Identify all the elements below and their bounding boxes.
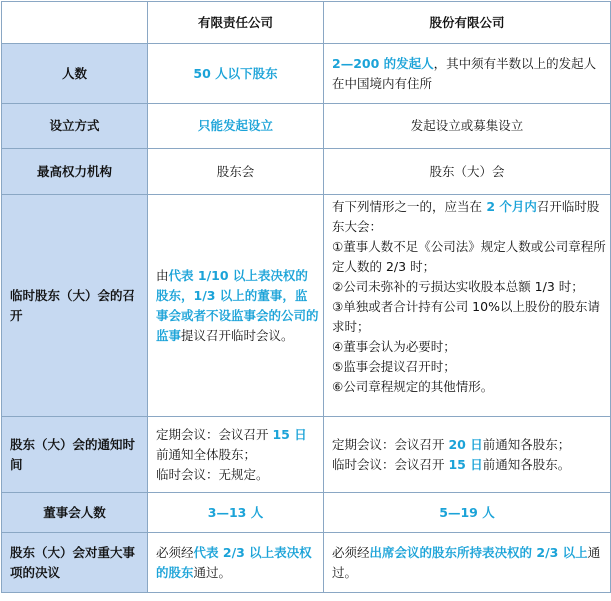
jsc-directors (324, 493, 611, 533)
jsc-interim-intro-b: 召开临时股东大会： (332, 199, 600, 234)
llc-notice-text-a: 定期会议：会议召开 (156, 426, 273, 442)
jsc-major-highlight: 出席会议的股东所持表决权的 2/3 以上 (369, 544, 588, 560)
jsc-notice-text-d: 前通知各股东。 (482, 456, 571, 472)
jsc-authority: 股东（大）会 (324, 149, 611, 195)
jsc-persons-highlight: 2—200 的发起人 (332, 55, 434, 71)
llc-notice-text-c: 临时会议：无规定。 (156, 466, 269, 482)
row-persons (2, 44, 611, 104)
jsc-persons (324, 44, 611, 104)
jsc-interim-item: ①董事人数不足《公司法》规定人数或公司章程所定人数的 2/3 时； (332, 239, 606, 274)
label-notice: 股东（大）会的通知时间 (2, 417, 148, 493)
jsc-interim (324, 195, 611, 417)
llc-notice-highlight: 15 日 (272, 426, 307, 442)
header-row (2, 2, 611, 44)
row-directors (2, 493, 611, 533)
llc-notice (148, 417, 324, 493)
llc-interim-highlight: 代表 1/10 以上表决权的股东，1/3 以上的董事，监事会或者不设监事会的公司的监事 (156, 267, 319, 343)
llc-authority: 股东会 (148, 149, 324, 195)
jsc-interim-intro (332, 197, 606, 237)
jsc-directors-value: 5—19 人 (439, 504, 495, 520)
row-major (2, 533, 611, 593)
jsc-interim-item: ②公司未弥补的亏损达实收股本总额 1/3 时； (332, 279, 584, 294)
comparison-table (1, 1, 611, 593)
jsc-persons-text: ，其中须有半数以上的发起人在中国境内有住所 (332, 55, 597, 91)
llc-persons-value: 50 人以下股东 (193, 65, 278, 81)
llc-persons (148, 44, 324, 104)
llc-directors (148, 493, 324, 533)
jsc-notice-highlight-2: 15 日 (448, 456, 483, 472)
label-interim: 临时股东（大）会的召开 (2, 195, 148, 417)
jsc-interim-item: ④董事会认为必要时； (332, 339, 456, 354)
jsc-interim-item: ⑥公司章程规定的其他情形。 (332, 379, 494, 394)
label-major: 股东（大）会对重大事项的决议 (2, 533, 148, 593)
jsc-notice-highlight-1: 20 日 (448, 436, 483, 452)
row-method (2, 104, 611, 149)
jsc-notice-text-b: 前通知各股东； (482, 436, 571, 452)
jsc-notice-text-c: 临时会议：会议召开 (332, 456, 449, 472)
header-empty-cell (2, 2, 148, 44)
label-authority: 最高权力机构 (2, 149, 148, 195)
jsc-notice (324, 417, 611, 493)
llc-method-value: 只能发起设立 (197, 118, 273, 133)
llc-major-text-a: 必须经 (156, 544, 194, 560)
llc-major-highlight: 代表 2/3 以上表决权的股东 (156, 544, 312, 580)
header-llc: 有限责任公司 (148, 2, 324, 44)
jsc-interim-item: ⑤监事会提议召开时； (332, 359, 456, 374)
llc-interim-text-b: 提议召开临时会议。 (181, 327, 294, 343)
row-interim (2, 195, 611, 417)
label-directors: 董事会人数 (2, 493, 148, 533)
jsc-major-text-a: 必须经 (332, 544, 370, 560)
jsc-major-text-b: 通过。 (332, 544, 601, 580)
llc-interim-text-a: 由 (156, 267, 169, 283)
llc-major-text-b: 通过。 (193, 564, 232, 580)
llc-interim (148, 195, 324, 417)
llc-directors-value: 3—13 人 (207, 504, 264, 520)
jsc-major (324, 533, 611, 593)
row-authority (2, 149, 611, 195)
label-persons: 人数 (2, 44, 148, 104)
jsc-interim-intro-highlight: 2 个月内 (482, 199, 537, 214)
header-jsc: 股份有限公司 (324, 2, 611, 44)
jsc-interim-intro-a: 有下列情形之一的，应当在 (332, 199, 483, 214)
llc-notice-text-b: 前通知全体股东； (156, 446, 257, 462)
llc-method (148, 104, 324, 149)
jsc-notice-text-a: 定期会议：会议召开 (332, 436, 449, 452)
jsc-interim-item: ③单独或者合计持有公司 10%以上股份的股东请求时； (332, 299, 600, 334)
label-method: 设立方式 (2, 104, 148, 149)
llc-major (148, 533, 324, 593)
row-notice (2, 417, 611, 493)
jsc-method: 发起设立或募集设立 (324, 104, 611, 149)
